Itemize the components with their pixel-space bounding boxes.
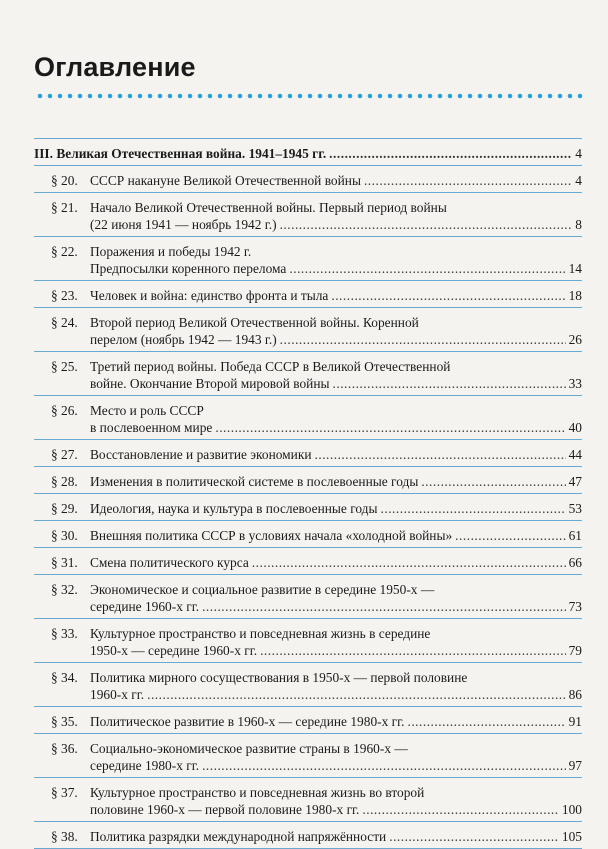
toc-entry-line — [90, 598, 582, 615]
toc-entry — [90, 287, 582, 304]
toc-leader — [315, 446, 566, 463]
toc-entry — [90, 199, 582, 233]
toc-part-title: III. Великая Отечественная война. 1941–1945 гг. — [34, 146, 327, 161]
toc-entry-line — [90, 419, 582, 436]
toc-entry-title: половине 1960-х — первой половине 1980-х гг. — [90, 802, 360, 817]
toc-page-number: 105 — [561, 829, 582, 844]
toc-row — [34, 237, 582, 281]
toc-entry-title: войне. Окончание Второй мировой войны — [90, 376, 330, 391]
toc-row — [34, 281, 582, 308]
toc-entry-title: в послевоенном мире — [90, 420, 213, 435]
toc-entry — [90, 172, 582, 189]
toc-entry-line — [90, 243, 582, 260]
toc-entry-title: Второй период Великой Отечественной войны. Коренной — [90, 315, 419, 330]
toc-entry — [90, 243, 582, 277]
toc-row — [34, 308, 582, 352]
toc-entry — [90, 314, 582, 348]
toc-entry-title: Восстановление и развитие экономики — [90, 447, 312, 462]
toc-row — [34, 440, 582, 467]
toc-section-number: § 37. — [51, 785, 78, 800]
toc-section-number: § 36. — [51, 741, 78, 756]
toc-entry-line — [90, 446, 582, 463]
toc-entry — [90, 713, 582, 730]
toc-entry-line — [90, 331, 582, 348]
toc-section-number: § 28. — [51, 474, 78, 489]
toc-leader — [364, 172, 572, 189]
toc-entry — [90, 554, 582, 571]
toc-entry-title: 1950-х — середине 1960-х гг. — [90, 643, 258, 658]
toc-page-number: 73 — [568, 599, 582, 614]
toc-section-number: § 22. — [51, 244, 78, 259]
toc-part-page: 4 — [575, 146, 582, 161]
toc-section-number: § 34. — [51, 670, 78, 685]
toc-page-number: 47 — [568, 474, 582, 489]
toc-entry-line — [90, 713, 582, 730]
toc-entry-title: Культурное пространство и повседневная жизнь во второй — [90, 785, 425, 800]
toc-entry-title: Идеология, наука и культура в послевоенные годы — [90, 501, 378, 516]
toc-entry — [90, 500, 582, 517]
toc-row — [34, 467, 582, 494]
toc-entry — [90, 402, 582, 436]
toc-page-number: 66 — [568, 555, 582, 570]
toc-row — [34, 707, 582, 734]
toc-leader — [280, 331, 566, 348]
toc-entry-title: Внешняя политика СССР в условиях начала «холодной войны» — [90, 528, 453, 543]
toc-entry — [90, 358, 582, 392]
toc-leader — [333, 375, 566, 392]
toc-page-number: 8 — [575, 217, 582, 232]
toc-entry-line — [90, 172, 582, 189]
toc-section-number: § 26. — [51, 403, 78, 418]
toc-entry-title: Третий период войны. Победа СССР в Великой Отечественной — [90, 359, 451, 374]
toc-section-number: § 32. — [51, 582, 78, 597]
toc-entry-title: Политика мирного сосуществования в 1950-х — первой половине — [90, 670, 468, 685]
toc-leader — [362, 801, 559, 818]
toc-row — [34, 166, 582, 193]
toc-entry — [90, 446, 582, 463]
toc-page-number: 53 — [568, 501, 582, 516]
toc-section-number: § 33. — [51, 626, 78, 641]
toc-entry-title: 1960-х гг. — [90, 687, 145, 702]
toc-leader — [331, 287, 565, 304]
toc-page-number: 79 — [568, 643, 582, 658]
toc-entry — [90, 473, 582, 490]
toc-row — [34, 575, 582, 619]
toc-entry-title: Изменения в политической системе в послевоенные годы — [90, 474, 419, 489]
toc-part-row — [34, 139, 582, 166]
toc-entry — [90, 527, 582, 544]
toc-page-number: 40 — [568, 420, 582, 435]
dotted-divider — [35, 93, 583, 99]
toc-entry-line — [90, 581, 582, 598]
toc-item-list — [34, 166, 582, 849]
table-of-contents — [34, 138, 582, 849]
toc-row — [34, 619, 582, 663]
toc-row — [34, 396, 582, 440]
toc-leader — [215, 419, 565, 436]
toc-entry-title: Политика разрядки международной напряжённости — [90, 829, 387, 844]
toc-page-number: 33 — [568, 376, 582, 391]
toc-entry-line — [90, 375, 582, 392]
toc-section-number: § 38. — [51, 829, 78, 844]
toc-entry-line — [90, 784, 582, 801]
toc-entry-title: середине 1980-х гг. — [90, 758, 200, 773]
toc-entry-title: Начало Великой Отечественной войны. Первый период войны — [90, 200, 447, 215]
toc-entry — [90, 581, 582, 615]
toc-leader — [407, 713, 565, 730]
toc-entry — [90, 784, 582, 818]
toc-entry-line — [90, 314, 582, 331]
toc-row — [34, 193, 582, 237]
toc-entry — [90, 625, 582, 659]
toc-entry — [90, 740, 582, 774]
toc-section-number: § 20. — [51, 173, 78, 188]
toc-leader — [147, 686, 566, 703]
toc-row — [34, 521, 582, 548]
toc-entry-title: Политическое развитие в 1960-х — середине 1980-х гг. — [90, 714, 405, 729]
toc-entry-line — [90, 801, 582, 818]
toc-page-number: 100 — [561, 802, 582, 817]
toc-entry-line — [90, 216, 582, 233]
page-title: Оглавление — [34, 52, 196, 82]
toc-page-number: 14 — [568, 261, 582, 276]
toc-entry-line — [90, 686, 582, 703]
toc-leader — [289, 260, 565, 277]
toc-entry-line — [90, 757, 582, 774]
toc-section-number: § 23. — [51, 288, 78, 303]
toc-entry-line — [90, 287, 582, 304]
toc-entry-title: Место и роль СССР — [90, 403, 204, 418]
toc-row — [34, 734, 582, 778]
toc-leader — [202, 757, 566, 774]
toc-entry-line — [90, 740, 582, 757]
toc-leader — [455, 527, 565, 544]
toc-row — [34, 778, 582, 822]
toc-entry-title: перелом (ноябрь 1942 — 1943 г.) — [90, 332, 277, 347]
toc-entry — [90, 669, 582, 703]
toc-section-number: § 21. — [51, 200, 78, 215]
toc-entry-title: середине 1960-х гг. — [90, 599, 200, 614]
toc-entry-title: Предпосылки коренного перелома — [90, 261, 287, 276]
toc-leader — [280, 216, 573, 233]
toc-entry-title: СССР накануне Великой Отечественной войны — [90, 173, 361, 188]
toc-page-number: 86 — [568, 687, 582, 702]
toc-entry-line — [90, 669, 582, 686]
toc-leader — [381, 500, 566, 517]
toc-section-number: § 31. — [51, 555, 78, 570]
toc-page-number: 44 — [568, 447, 582, 462]
toc-leader — [260, 642, 566, 659]
toc-entry-title: (22 июня 1941 — ноябрь 1942 г.) — [90, 217, 277, 232]
toc-leader — [421, 473, 565, 490]
toc-entry-line — [90, 358, 582, 375]
toc-section-number: § 29. — [51, 501, 78, 516]
toc-entry-line — [90, 260, 582, 277]
toc-section-number: § 30. — [51, 528, 78, 543]
toc-entry-line — [90, 199, 582, 216]
toc-entry-title: Культурное пространство и повседневная жизнь в середине — [90, 626, 431, 641]
toc-entry-line — [90, 473, 582, 490]
toc-entry-line — [90, 642, 582, 659]
toc-entry-title: Смена политического курса — [90, 555, 249, 570]
toc-page-number: 26 — [568, 332, 582, 347]
toc-row — [34, 494, 582, 521]
toc-section-number: § 25. — [51, 359, 78, 374]
toc-entry-title: Человек и война: единство фронта и тыла — [90, 288, 329, 303]
toc-row — [34, 663, 582, 707]
toc-entry-line — [90, 500, 582, 517]
toc-row — [34, 548, 582, 575]
toc-entry-title: Экономическое и социальное развитие в середине 1950-х — — [90, 582, 435, 597]
toc-entry-title: Социально-экономическое развитие страны в 1960-х — — [90, 741, 408, 756]
toc-page-number: 61 — [568, 528, 582, 543]
toc-section-number: § 27. — [51, 447, 78, 462]
toc-section-number: § 35. — [51, 714, 78, 729]
toc-leader — [202, 598, 566, 615]
toc-section-number: § 24. — [51, 315, 78, 330]
toc-row — [34, 352, 582, 396]
toc-page-number: 97 — [568, 758, 582, 773]
toc-row — [34, 822, 582, 849]
toc-leader — [252, 554, 566, 571]
toc-entry-line — [90, 625, 582, 642]
toc-page-number: 18 — [568, 288, 582, 303]
toc-entry-line — [90, 527, 582, 544]
toc-entry-title: Поражения и победы 1942 г. — [90, 244, 252, 259]
toc-leader — [329, 145, 572, 162]
toc-page-number: 91 — [568, 714, 582, 729]
toc-entry-line — [90, 402, 582, 419]
toc-entry-line — [90, 554, 582, 571]
toc-page-number: 4 — [575, 173, 582, 188]
